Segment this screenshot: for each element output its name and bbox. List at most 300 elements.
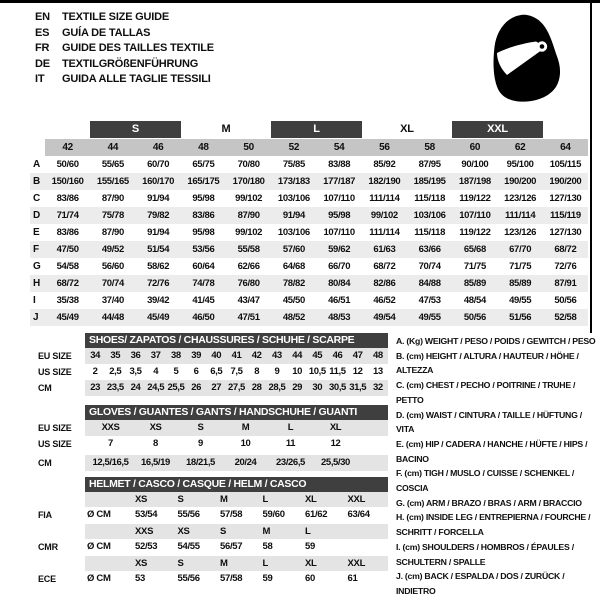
- size-number: 58: [407, 139, 452, 156]
- standard-label-cmr: CMR: [38, 542, 58, 552]
- table-cell: 2: [92, 366, 98, 377]
- size-label: [346, 524, 389, 540]
- language-code: ES: [35, 26, 50, 39]
- table-cell: 48: [373, 350, 383, 361]
- table-cell: 71/75: [463, 261, 486, 272]
- table-cell: 65/68: [463, 244, 486, 255]
- table-cell: 2,5: [109, 366, 122, 377]
- table-cell: 79/82: [147, 210, 170, 221]
- table-cell: 35/38: [56, 295, 79, 306]
- table-cell: 190/200: [549, 176, 582, 187]
- table-cell: 99/102: [235, 193, 263, 204]
- table-cell: 36: [130, 350, 141, 361]
- section-title: SHOES/ ZAPATOS / CHAUSSURES / SCHUHE / SCARPE: [85, 333, 388, 348]
- legend-item: A. (Kg) WEIGHT / PESO / POIDS / GEWITCH / PESO: [396, 336, 596, 346]
- table-cell: 38: [171, 350, 181, 361]
- table-cell: 95/98: [192, 227, 215, 238]
- table-cell: 52/58: [554, 312, 577, 323]
- row-label: B: [33, 176, 41, 187]
- textile-size-table: [30, 121, 588, 326]
- table-cell: 85/89: [463, 278, 486, 289]
- measurement-row: [30, 173, 588, 190]
- legend-item: D. (cm) WAIST / CINTURA / TAILLE / HÜFTUNG / VITA: [396, 409, 582, 435]
- section-row-label: CM: [38, 458, 52, 468]
- table-cell: 27,5: [228, 382, 245, 393]
- size-number: 54: [317, 139, 362, 156]
- table-cell: 49/55: [418, 312, 441, 323]
- table-cell: 111/114: [504, 210, 536, 221]
- table-cell: 64/68: [282, 261, 305, 272]
- table-cell: 123/126: [504, 193, 537, 204]
- size-number: 42: [45, 139, 90, 156]
- table-cell: 91/94: [147, 193, 170, 204]
- language-row: [35, 41, 214, 57]
- row-label: G: [33, 261, 41, 272]
- measurement-row: [30, 224, 588, 241]
- size-group-l: L: [271, 121, 362, 138]
- measurement-row: [30, 309, 588, 326]
- table-cell: 45/49: [56, 312, 79, 323]
- table-cell: 107/110: [323, 193, 355, 204]
- section-row-cells: [85, 348, 388, 364]
- measurement-row: [30, 292, 588, 309]
- table-cell: 4: [153, 366, 159, 377]
- table-cell: 59: [305, 541, 315, 552]
- table-cell: 75/85: [282, 159, 305, 170]
- table-cell: 63/64: [347, 509, 370, 520]
- table-cell: 55/58: [237, 244, 260, 255]
- table-cell: 47/51: [237, 312, 260, 323]
- table-cell: 51/54: [147, 244, 170, 255]
- table-cell: 8: [254, 366, 260, 377]
- table-cell: 115/119: [549, 210, 581, 221]
- measurement-legend: [396, 334, 598, 599]
- table-cell: 76/80: [237, 278, 260, 289]
- unit-label: Ø CM: [87, 541, 111, 552]
- table-cell: 182/190: [368, 176, 401, 187]
- table-cell: 170/180: [232, 176, 265, 187]
- table-cell: 34: [90, 350, 100, 361]
- table-cell: 48/53: [328, 312, 351, 323]
- table-cell: 95/100: [506, 159, 534, 170]
- language-row: [35, 72, 214, 88]
- size-label: M: [220, 558, 228, 569]
- helmet-size-cells: [85, 556, 388, 571]
- language-code: DE: [35, 57, 50, 70]
- table-cell: 103/106: [277, 227, 310, 238]
- table-cell: 111/114: [369, 193, 400, 204]
- language-title: TEXTILGRÖßENFÜHRUNG: [62, 57, 199, 70]
- table-cell: 87/95: [418, 159, 441, 170]
- section-row-label: [30, 492, 85, 507]
- table-cell: 82/86: [373, 278, 396, 289]
- table-cell: 80/84: [328, 278, 351, 289]
- table-cell: 70/74: [418, 261, 441, 272]
- table-cell: 60/64: [192, 261, 215, 272]
- table-cell: 39: [191, 350, 201, 361]
- table-cell: 67/70: [509, 244, 532, 255]
- table-cell: 23: [90, 382, 100, 393]
- table-cell: 71/75: [509, 261, 532, 272]
- section-row-label: [30, 556, 85, 571]
- table-cell: 150/160: [51, 176, 84, 187]
- table-cell: [346, 539, 389, 556]
- table-cell: 74/78: [192, 278, 215, 289]
- table-cell: 95/98: [328, 210, 351, 221]
- table-cell: 155/165: [96, 176, 129, 187]
- table-cell: 63/66: [418, 244, 441, 255]
- table-cell: 119/122: [459, 193, 491, 204]
- size-group-spacer: [30, 121, 90, 138]
- standard-label-fia: FIA: [38, 510, 52, 520]
- size-group-m: M: [221, 123, 231, 135]
- size-number: 50: [226, 139, 271, 156]
- table-cell: 75/78: [101, 210, 124, 221]
- table-cell: 177/187: [323, 176, 356, 187]
- table-cell: 12: [330, 438, 341, 449]
- size-label: XS: [135, 558, 148, 569]
- table-cell: 60: [305, 573, 315, 584]
- table-cell: 107/110: [323, 227, 355, 238]
- table-cell: 46/50: [192, 312, 215, 323]
- helmet-value-cells: [85, 571, 388, 588]
- table-cell: 18/21,5: [186, 457, 215, 468]
- size-label: M: [220, 494, 228, 505]
- section-row-label: EU SIZE: [38, 351, 72, 361]
- table-cell: 90/100: [461, 159, 489, 170]
- section-title-spacer: [30, 405, 85, 420]
- table-cell: 115/118: [414, 193, 446, 204]
- size-number: 64: [543, 139, 588, 156]
- table-cell: 53/56: [192, 244, 215, 255]
- table-cell: 61/63: [373, 244, 396, 255]
- unit-spacer: [85, 524, 133, 540]
- table-cell: 30: [312, 382, 323, 393]
- table-cell: 70/80: [237, 159, 260, 170]
- table-cell: 55/56: [177, 509, 200, 520]
- table-cell: 83/86: [56, 227, 79, 238]
- table-cell: 83/86: [56, 193, 79, 204]
- unit-spacer: [85, 556, 133, 572]
- table-cell: 6: [193, 366, 199, 377]
- table-cell: 59: [262, 573, 273, 584]
- table-cell: 6,5: [210, 366, 223, 377]
- table-cell: 185/195: [413, 176, 446, 187]
- size-label: XXL: [347, 494, 366, 505]
- size-label: S: [177, 494, 184, 505]
- table-cell: 24: [130, 382, 141, 393]
- legend-item: B. (cm) HEIGHT / ALTURA / HAUTEUR / HÖHE / ALTEZZA: [396, 350, 579, 376]
- helmet-icon: [492, 14, 562, 107]
- table-cell: 83/86: [192, 210, 215, 221]
- table-cell: 53/54: [135, 509, 158, 520]
- table-cell: 28: [251, 382, 262, 393]
- table-cell: 26: [191, 382, 201, 393]
- table-cell: 37: [150, 350, 161, 361]
- table-cell: L: [287, 422, 294, 433]
- table-cell: S: [197, 422, 204, 433]
- table-cell: 40: [211, 350, 222, 361]
- table-cell: 31,5: [349, 382, 367, 393]
- table-cell: 47/53: [418, 295, 441, 306]
- unit-label: Ø CM: [87, 509, 111, 520]
- table-cell: 46/52: [373, 295, 396, 306]
- measurement-row: [30, 207, 588, 224]
- table-cell: 103/106: [277, 193, 310, 204]
- standard-label-ece: ECE: [38, 574, 56, 584]
- table-cell: 51/56: [509, 312, 532, 323]
- table-cell: 56/60: [101, 261, 124, 272]
- table-cell: 45/50: [282, 295, 305, 306]
- table-cell: 37/40: [101, 295, 124, 306]
- table-cell: 23/26,5: [276, 457, 305, 468]
- row-label: F: [33, 244, 39, 255]
- section-row-cells: [85, 364, 388, 380]
- table-cell: 62/66: [237, 261, 260, 272]
- table-cell: 99/102: [370, 210, 398, 221]
- table-cell: 45: [312, 350, 323, 361]
- size-number-row: [30, 139, 588, 156]
- table-cell: 8: [153, 438, 158, 449]
- table-cell: 103/106: [413, 210, 446, 221]
- table-cell: 52/53: [135, 541, 158, 552]
- language-list: [35, 10, 214, 88]
- table-cell: 48/54: [463, 295, 486, 306]
- table-cell: XS: [149, 422, 162, 433]
- row-label: J: [33, 312, 39, 323]
- table-cell: 95/98: [192, 193, 215, 204]
- size-label: M: [262, 526, 271, 537]
- section-title: GLOVES / GUANTES / GANTS / HANDSCHUHE / GUANTI: [85, 405, 388, 420]
- table-cell: 47/50: [56, 244, 79, 255]
- section-row-label: US SIZE: [38, 439, 72, 449]
- table-cell: 28,5: [268, 382, 286, 393]
- row-label: D: [33, 210, 41, 221]
- table-cell: 87/91: [554, 278, 577, 289]
- size-label: XS: [177, 526, 190, 537]
- size-group-xxl: XXL: [452, 121, 543, 138]
- language-title: GUIDE DES TAILLES TEXTILE: [62, 42, 214, 54]
- section-row-cells: [85, 436, 388, 452]
- size-label: XS: [135, 494, 148, 505]
- table-cell: 46: [332, 350, 343, 361]
- size-label: XL: [305, 494, 317, 505]
- table-cell: 20/24: [234, 457, 257, 468]
- size-group-spacer: [543, 121, 588, 138]
- table-cell: 87/90: [237, 210, 260, 221]
- table-cell: 10: [292, 366, 302, 377]
- language-row: [35, 26, 214, 42]
- language-code: FR: [35, 42, 50, 54]
- table-cell: 87/90: [101, 193, 124, 204]
- size-number: 56: [362, 139, 407, 156]
- table-cell: XXS: [101, 422, 120, 433]
- legend-item: H. (cm) INSIDE LEG / ENTREPIERNA / FOURCHE / SCHRITT / FORCELLA: [396, 512, 591, 538]
- measurement-row: [30, 241, 588, 258]
- table-cell: 127/130: [549, 193, 582, 204]
- table-cell: 5: [173, 366, 179, 377]
- table-cell: M: [241, 422, 250, 433]
- table-cell: 9: [274, 366, 280, 377]
- table-cell: 29: [292, 382, 302, 393]
- table-cell: 105/115: [549, 159, 582, 170]
- size-number: 60: [452, 139, 497, 156]
- table-cell: 165/175: [187, 176, 220, 187]
- helmet-size-cells: [85, 524, 388, 539]
- table-cell: 72/76: [554, 261, 577, 272]
- table-cell: 71/74: [56, 210, 79, 221]
- table-cell: 68/72: [56, 278, 79, 289]
- table-cell: 57/60: [282, 244, 305, 255]
- helmet-value-cells: [85, 507, 388, 524]
- table-cell: 187/198: [458, 176, 491, 187]
- table-cell: 50/60: [56, 159, 79, 170]
- table-cell: 45/49: [147, 312, 170, 323]
- unit-spacer: [85, 492, 133, 508]
- table-cell: 60/70: [147, 159, 170, 170]
- size-label: XL: [305, 558, 317, 569]
- table-cell: 11: [285, 438, 296, 449]
- row-label: I: [33, 295, 36, 306]
- table-cell: 3,5: [129, 366, 142, 377]
- language-title: GUÍA DE TALLAS: [62, 26, 151, 39]
- table-cell: 7: [108, 438, 113, 449]
- row-label: C: [33, 193, 41, 204]
- size-label: L: [262, 558, 269, 569]
- size-label: S: [220, 526, 227, 537]
- table-cell: 173/183: [277, 176, 310, 187]
- table-cell: 68/72: [554, 244, 577, 255]
- table-cell: 46/51: [328, 295, 351, 306]
- table-cell: 23,5: [106, 382, 124, 393]
- table-cell: 32: [373, 382, 383, 393]
- table-cell: 57/58: [220, 509, 243, 520]
- table-cell: 9: [198, 438, 203, 449]
- table-cell: 160/170: [142, 176, 175, 187]
- table-cell: 54/58: [56, 261, 79, 272]
- table-cell: 119/122: [459, 227, 491, 238]
- language-title: GUIDA ALLE TAGLIE TESSILI: [62, 73, 211, 85]
- language-code: IT: [35, 73, 45, 85]
- table-cell: 99/102: [235, 227, 263, 238]
- language-row: [35, 57, 214, 73]
- table-cell: 50/56: [554, 295, 577, 306]
- table-cell: 91/94: [282, 210, 305, 221]
- legend-item: C. (cm) CHEST / PECHO / POITRINE / TRUHE / PETTO: [396, 380, 576, 405]
- legend-item: F. (cm) TIGH / MUSLO / CUISSE / SCHENKEL / COSCIA: [396, 468, 575, 494]
- table-cell: 57/58: [220, 573, 243, 584]
- size-number: 52: [271, 139, 316, 156]
- section-row-label: CM: [38, 383, 52, 393]
- size-label: XXL: [347, 558, 366, 569]
- table-cell: 50/56: [463, 312, 486, 323]
- size-label: XXS: [135, 526, 154, 537]
- table-cell: 11,5: [329, 366, 346, 377]
- table-cell: 111/114: [369, 227, 400, 238]
- measurement-row: [30, 275, 588, 292]
- helmet-value-cells: [85, 539, 388, 556]
- section-row-cells: [85, 455, 388, 471]
- table-cell: 85/89: [509, 278, 532, 289]
- table-cell: 25,5: [167, 382, 185, 393]
- table-cell: 24,5: [147, 382, 165, 393]
- table-cell: 70/74: [101, 278, 124, 289]
- legend-item: J. (cm) BACK / ESPALDA / DOS / ZURÜCK / INDIETRO: [396, 571, 565, 596]
- table-cell: 41/45: [192, 295, 215, 306]
- size-label: L: [305, 526, 311, 537]
- page-top-border: [0, 0, 600, 3]
- table-cell: 25,5/30: [321, 457, 350, 468]
- table-cell: 68/72: [373, 261, 396, 272]
- unit-label: Ø CM: [87, 573, 111, 584]
- table-cell: 43/47: [237, 295, 260, 306]
- measurement-row: [30, 190, 588, 207]
- table-cell: 59/60: [262, 509, 285, 520]
- section-title-spacer: [30, 477, 85, 492]
- table-cell: 35: [110, 350, 121, 361]
- size-number: 46: [136, 139, 181, 156]
- size-label: S: [177, 558, 184, 569]
- table-cell: 61: [347, 573, 358, 584]
- row-label: E: [33, 227, 40, 238]
- table-cell: 27: [211, 382, 222, 393]
- row-label: H: [33, 278, 41, 289]
- measurement-row: [30, 156, 588, 173]
- table-cell: 12,5/16,5: [92, 457, 129, 468]
- table-cell: 59/62: [328, 244, 351, 255]
- measurement-row: [30, 258, 588, 275]
- table-cell: 83/88: [328, 159, 351, 170]
- helmet-size-cells: [85, 492, 388, 507]
- size-label: L: [262, 494, 269, 505]
- size-number: 62: [498, 139, 543, 156]
- size-number: 48: [181, 139, 226, 156]
- table-cell: 65/75: [192, 159, 215, 170]
- legend-item: G. (cm) ARM / BRAZO / BRAS / ARM / BRACCIO: [396, 497, 582, 508]
- section-title-spacer: [30, 333, 85, 348]
- table-cell: 54/55: [177, 541, 200, 552]
- table-cell: 55/65: [101, 159, 124, 170]
- table-cell: 49/52: [101, 244, 124, 255]
- table-cell: 41: [231, 350, 242, 361]
- table-cell: 16,5/19: [141, 457, 170, 468]
- table-cell: 42: [251, 350, 262, 361]
- section-row-cells: [85, 420, 388, 436]
- legend-item: I. (cm) SHOULDERS / HOMBROS / ÉPAULES / SCHULTERN / SPALLE: [396, 541, 574, 567]
- table-cell: 66/70: [328, 261, 351, 272]
- table-cell: 190/200: [504, 176, 537, 187]
- table-cell: 30,5: [329, 382, 346, 393]
- language-code: EN: [35, 11, 50, 23]
- table-cell: 58/62: [147, 261, 170, 272]
- table-cell: 61/62: [305, 509, 328, 520]
- table-cell: 48/52: [282, 312, 305, 323]
- table-cell: 10,5: [308, 366, 326, 377]
- row-label-spacer: [30, 139, 45, 156]
- table-cell: 115/118: [414, 227, 446, 238]
- section-row-label: [30, 524, 85, 539]
- table-cell: 58: [262, 541, 273, 552]
- legend-item: E. (cm) HIP / CADERA / HANCHE / HÜFTE / HIPS / BACINO: [396, 438, 588, 464]
- table-cell: 10: [240, 438, 251, 449]
- size-group-row: [30, 121, 588, 138]
- table-cell: 12: [352, 366, 363, 377]
- table-cell: 55/56: [177, 573, 200, 584]
- table-cell: 44/48: [101, 312, 124, 323]
- table-cell: 13: [373, 366, 383, 377]
- table-cell: 107/110: [459, 210, 491, 221]
- table-cell: 7,5: [230, 366, 243, 377]
